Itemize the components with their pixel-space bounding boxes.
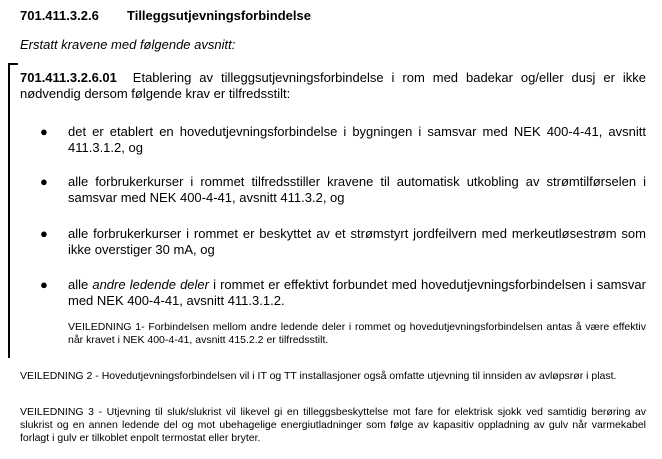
clause-number: 701.411.3.2.6.01 (20, 70, 117, 85)
bullet-icon: ● (40, 124, 48, 139)
change-marker-bar (8, 63, 10, 358)
replacement-instruction: Erstatt kravene med følgende avsnitt: (20, 37, 236, 52)
section-heading (20, 8, 311, 23)
guidance-note-1: VEILEDNING 1- Forbindelsen mellom andre ledende deler i rommet og hovedutjevningsforbindelsen antas å være effektiv når kravet i NEK 400-4-41, avsnitt 415.2.2 er tilfredsstilt. (68, 321, 646, 346)
list-item-text: alle forbrukerkurser i rommet er beskyttet av et strømstyrt jordfeilvern med merkeutløsestrøm som ikke overstiger 30 mA, og (68, 226, 646, 257)
list-item-text (68, 277, 646, 309)
defined-term: andre ledende deler (92, 277, 209, 292)
list-item (40, 124, 646, 156)
guidance-note-3: VEILEDNING 3 - Utjevning til sluk/slukrist vil likevel gi en tilleggsbeskyttelse mot fare for elektrisk sjokk ved samtidig berøring av slukrist og en annen ledende del og mot ubehagelige energiutladninger som følge av kapasitiv oppladning av gulv når varmekabel forlagt i gulv er tilkoblet enpolt termostat eller bryter. (20, 406, 646, 444)
list-item (40, 226, 646, 258)
list-item (40, 174, 646, 206)
list-item-text-suffix: i rommet er effektivt forbundet med hovedutjevningsforbindelsen i samsvar med NEK 400-4-41, avsnitt 411.3.1.2. (68, 277, 646, 308)
bullet-icon: ● (40, 226, 48, 241)
list-item-text: det er etablert en hovedutjevningsforbindelse i bygningen i samsvar med NEK 400-4-41, avsnitt 411.3.1.2, og (68, 124, 646, 155)
change-marker-tick (8, 63, 18, 65)
list-item-text: alle forbrukerkurser i rommet tilfredsstiller kravene til automatisk utkobling av strømtilførselen i samsvar med NEK 400-4-41, avsnitt 411.3.2, og (68, 174, 646, 205)
list-item-text-prefix: alle (68, 277, 93, 292)
section-number: 701.411.3.2.6 (20, 8, 99, 23)
bullet-icon: ● (40, 174, 48, 189)
guidance-note-2: VEILEDNING 2 - Hovedutjevningsforbindelsen vil i IT og TT installasjoner også omfatte utjevning til innsiden av avløpsrør i plast. (20, 370, 617, 382)
bullet-icon: ● (40, 277, 48, 292)
clause-text: Etablering av tilleggsutjevningsforbindelse i rom med badekar og/eller dusj er ikke nødvendig dersom følgende krav er tilfredsstilt: (20, 70, 646, 101)
list-item (40, 277, 646, 309)
section-title: Tilleggsutjevningsforbindelse (127, 8, 311, 23)
clause-paragraph (20, 70, 646, 102)
